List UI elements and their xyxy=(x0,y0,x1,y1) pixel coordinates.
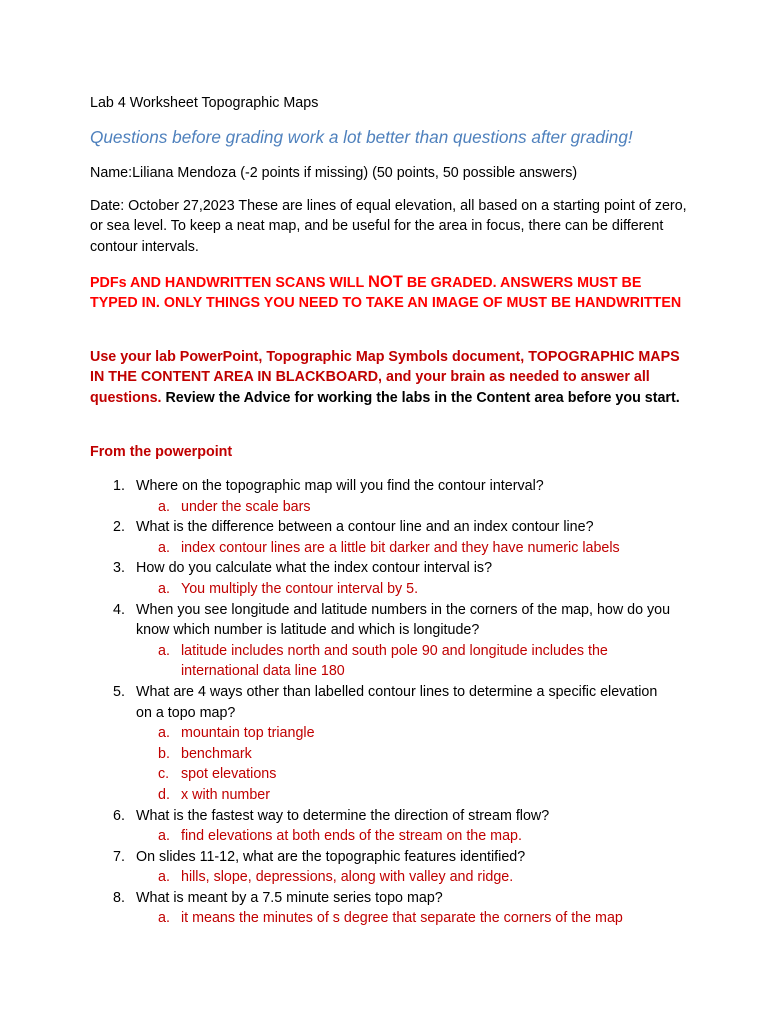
answer-list xyxy=(0,538,768,559)
warning-text-not: NOT xyxy=(368,273,403,291)
question-number: 1. xyxy=(113,478,125,494)
answer-item xyxy=(0,785,768,806)
question-item xyxy=(0,806,768,847)
answer-list xyxy=(0,497,768,518)
instructions xyxy=(90,347,690,408)
answer-text: under the scale bars xyxy=(181,498,311,515)
subtitle-note: Questions before grading work a lot better than questions after grading! xyxy=(90,127,633,147)
question-item xyxy=(0,682,768,806)
answer-letter: a. xyxy=(158,869,170,886)
answer-letter: d. xyxy=(158,786,170,803)
answer-item xyxy=(0,497,768,518)
question-text: Where on the topographic map will you find the contour interval? xyxy=(136,478,544,494)
answer-item xyxy=(0,723,768,744)
question-list xyxy=(0,476,768,929)
answer-text: mountain top triangle xyxy=(181,725,315,742)
question-number: 7. xyxy=(113,848,125,865)
answer-text: You multiply the contour interval by 5. xyxy=(181,580,419,597)
instructions-black: Review the Advice for working the labs in the Content area before you start. xyxy=(161,389,680,406)
question-item xyxy=(0,476,768,517)
instructions-red: Use your lab PowerPoint, Topographic Map Symbols document, TOPOGRAPHIC MAPS IN THE CONTENT AREA IN BLACKBOARD, and your brain as needed to answer all questions. xyxy=(90,349,680,406)
question-number: 4. xyxy=(113,601,125,618)
question-text: What is meant by a 7.5 minute series topo map? xyxy=(136,889,443,906)
name-line: Name:Liliana Mendoza (-2 points if missing) (50 points, 50 possible answers) xyxy=(90,165,578,181)
answer-list xyxy=(0,723,768,805)
answer-list xyxy=(0,579,768,600)
answer-text: spot elevations xyxy=(181,766,277,783)
question-number: 5. xyxy=(113,683,125,700)
answer-item xyxy=(0,538,768,559)
question-number: 2. xyxy=(113,519,125,536)
answer-text: hills, slope, depressions, along with valley and ridge. xyxy=(181,869,514,886)
section-heading: From the powerpoint xyxy=(90,444,233,460)
question-number: 3. xyxy=(113,560,125,577)
answer-letter: a. xyxy=(158,828,170,845)
question-number: 6. xyxy=(113,807,125,824)
answer-letter: c. xyxy=(158,766,170,783)
answer-list xyxy=(0,641,768,682)
answer-text: latitude includes north and south pole 90 and longitude includes the international data line 180 xyxy=(181,642,608,680)
answer-item xyxy=(0,764,768,785)
answer-item xyxy=(0,867,768,888)
answer-text: it means the minutes of s degree that separate the corners of the map xyxy=(181,910,623,927)
answer-list xyxy=(0,867,768,888)
question-item xyxy=(0,888,768,929)
answer-letter: a. xyxy=(158,910,170,927)
answer-text: find elevations at both ends of the stream on the map. xyxy=(181,828,522,845)
answer-letter: a. xyxy=(158,725,170,742)
question-text: What is the fastest way to determine the direction of stream flow? xyxy=(136,807,550,824)
answer-list xyxy=(0,826,768,847)
answer-item xyxy=(0,579,768,600)
answer-letter: a. xyxy=(158,642,170,659)
answer-list xyxy=(0,908,768,929)
warning-text-post: BE GRADED. ANSWERS MUST BE TYPED IN. ONLY THINGS YOU NEED TO TAKE AN IMAGE OF MUST BE HANDWRITTEN xyxy=(90,275,682,312)
question-item xyxy=(0,517,768,558)
question-text: What is the difference between a contour line and an index contour line? xyxy=(136,519,594,536)
answer-letter: b. xyxy=(158,745,170,762)
question-text: What are 4 ways other than labelled contour lines to determine a specific elevation on a topo map? xyxy=(136,683,658,721)
question-item xyxy=(0,847,768,888)
answer-letter: a. xyxy=(158,539,170,556)
grading-warning xyxy=(90,272,690,314)
question-text: On slides 11-12, what are the topographic features identified? xyxy=(136,848,526,865)
date-line: Date: October 27,2023 These are lines of equal elevation, all based on a starting point of zero, or sea level. To keep a neat map, and be useful for the area in focus, there can be different contour intervals. xyxy=(90,198,687,255)
question-item xyxy=(0,558,768,599)
question-item xyxy=(0,600,768,682)
worksheet-title: Lab 4 Worksheet Topographic Maps xyxy=(90,95,319,111)
question-text: How do you calculate what the index contour interval is? xyxy=(136,560,493,577)
answer-letter: a. xyxy=(158,498,170,515)
answer-text: benchmark xyxy=(181,745,252,762)
answer-item xyxy=(0,908,768,929)
answer-item xyxy=(0,826,768,847)
answer-item xyxy=(0,744,768,765)
answer-letter: a. xyxy=(158,580,170,597)
answer-text: x with number xyxy=(181,786,270,803)
question-text: When you see longitude and latitude numbers in the corners of the map, how do you know which number is latitude and which is longitude? xyxy=(136,601,671,639)
warning-text-pre: PDFs AND HANDWRITTEN SCANS WILL xyxy=(90,275,368,291)
answer-item xyxy=(0,641,768,682)
answer-text: index contour lines are a little bit darker and they have numeric labels xyxy=(181,539,620,556)
question-number: 8. xyxy=(113,889,125,906)
